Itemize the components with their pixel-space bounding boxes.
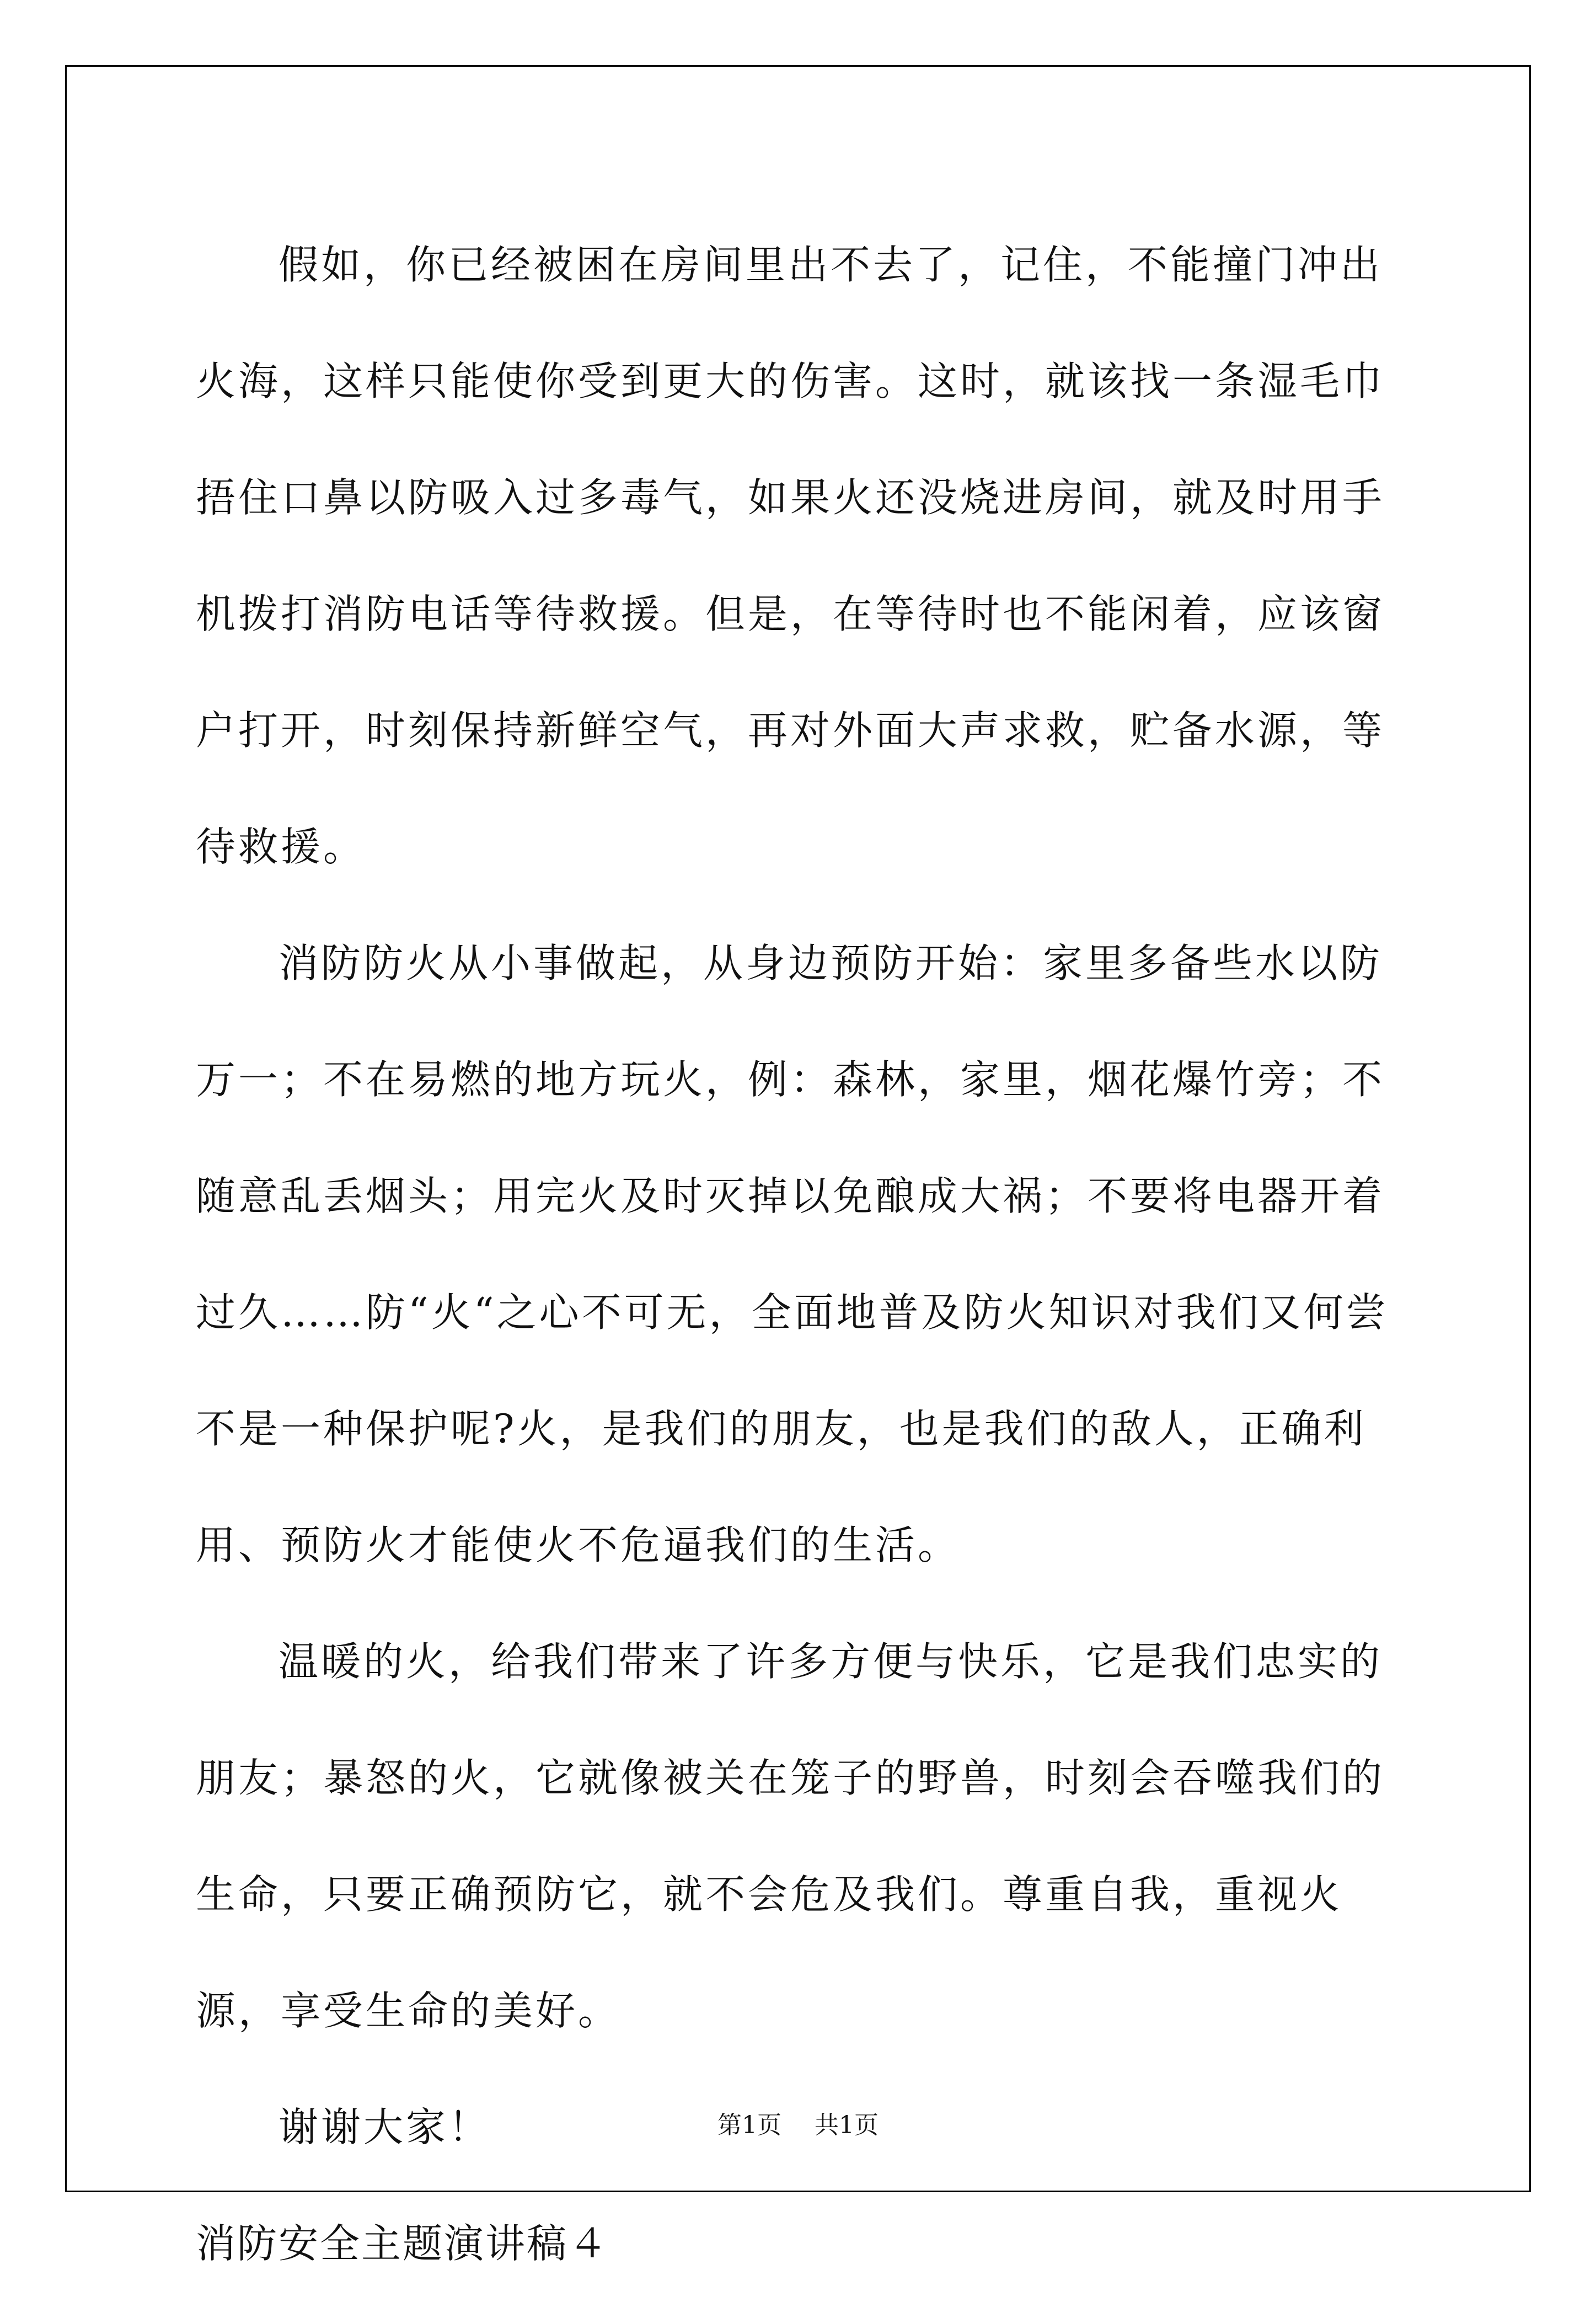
paragraph-1: 假如，你已经被困在房间里出不去了，记住，不能撞门冲出火海，这样只能使你受到更大的伤害。这时，就该找一条湿毛巾捂住口鼻以防吸入过多毒气，如果火还没烧进房间，就及时用手机拨打消防电话等待救援。但是，在等待时也不能闲着，应该窗户打开，时刻保持新鲜空气，再对外面大声求救，贮备水源，等待救援。 <box>196 242 1385 870</box>
closing-line: 谢谢大家！ <box>279 2104 491 2150</box>
page-number: 第1页 <box>717 2111 781 2139</box>
page-total: 共1页 <box>815 2111 879 2139</box>
section-heading: 消防安全主题演讲稿４ <box>196 2220 610 2267</box>
paragraph-2: 消防防火从小事做起，从身边预防开始：家里多备些水以防万一；不在易燃的地方玩火，例：森林，家里，烟花爆竹旁；不随意乱丢烟头；用完火及时灭掉以免酿成大祸；不要将电器开着过久……防“火“之心不可无，全面地普及防火知识对我们又何尝不是一种保护呢?火，是我们的朋友，也是我们的敌人，正确利用、预防火才能使火不危逼我们的生活。 <box>196 940 1389 1568</box>
paragraph-3: 温暖的火，给我们带来了许多方便与快乐，它是我们忠实的朋友；暴怒的火，它就像被关在笼子的野兽，时刻会吞噬我们的生命，只要正确预防它，就不会危及我们。尊重自我，重视火源，享受生命的美好。 <box>196 1638 1385 2034</box>
page-footer <box>0 2105 1596 2140</box>
document-body <box>196 207 1415 2302</box>
